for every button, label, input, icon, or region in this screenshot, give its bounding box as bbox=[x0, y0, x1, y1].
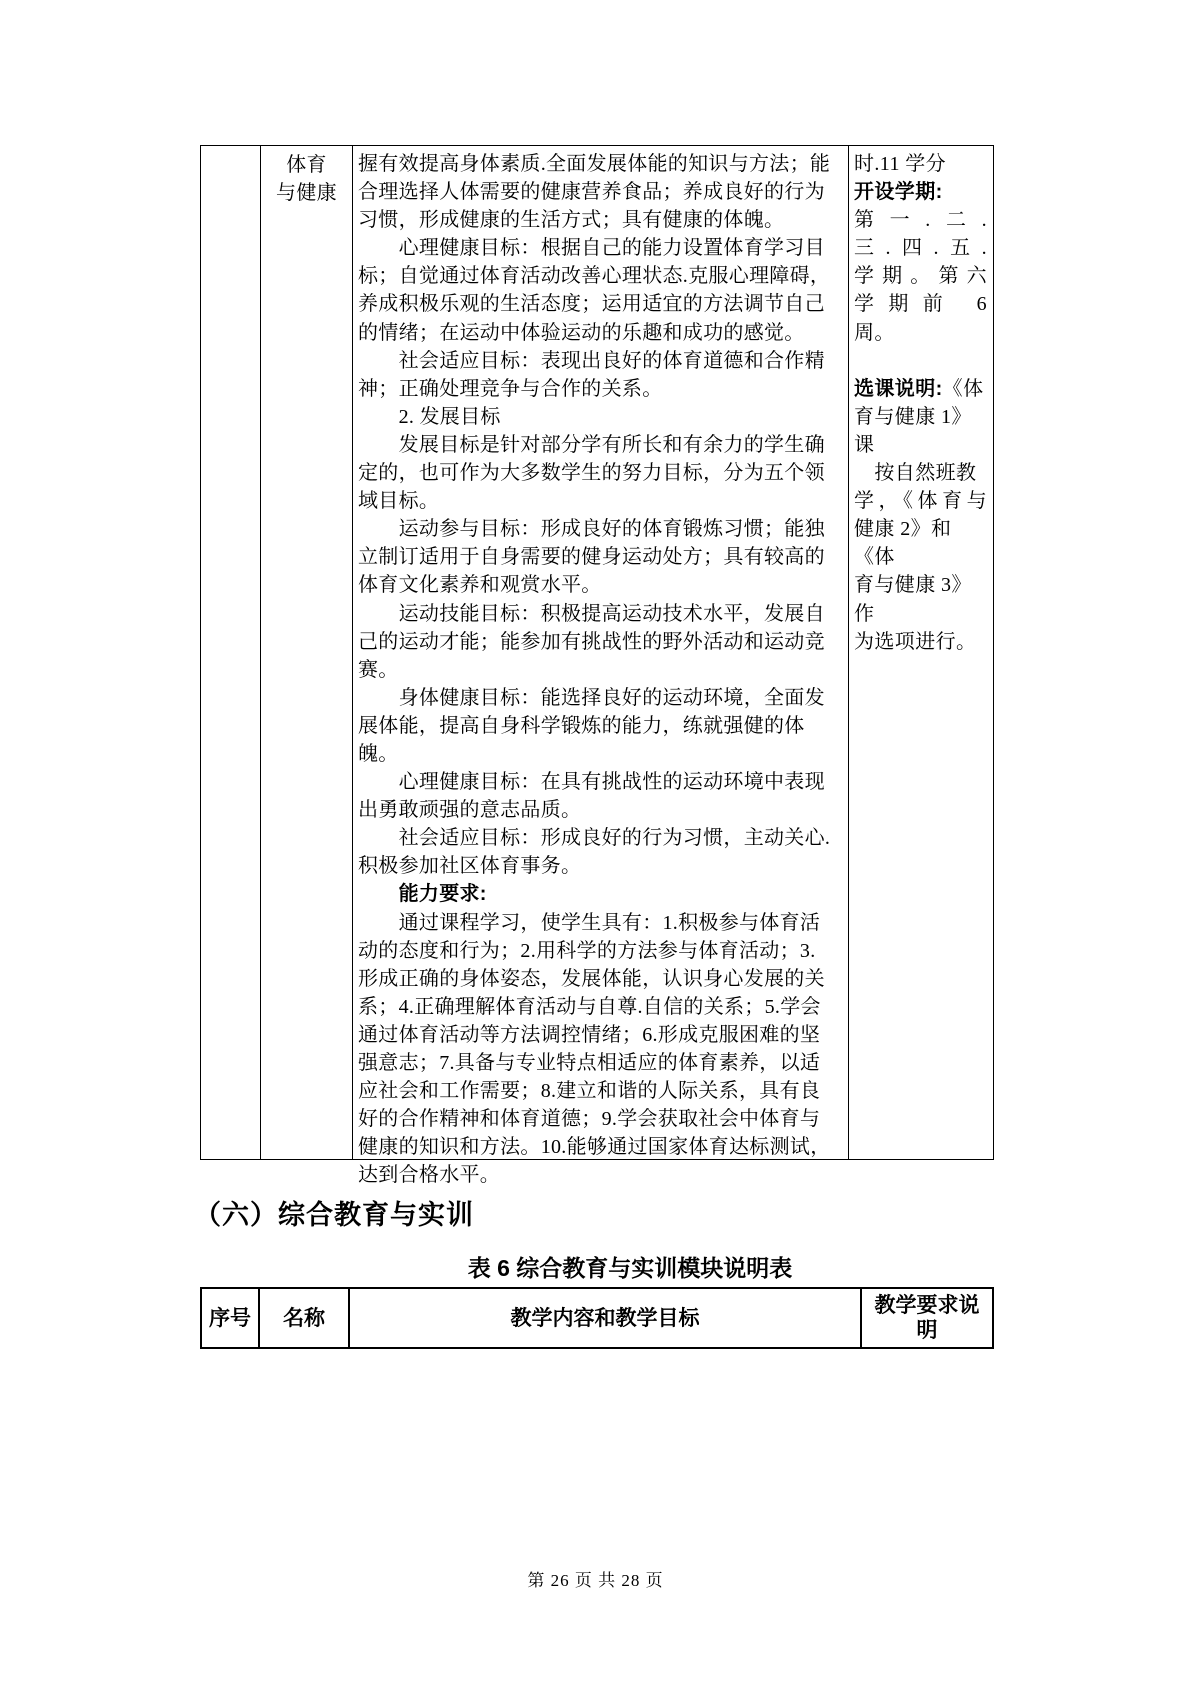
text-line: 学，《体育与 bbox=[854, 490, 987, 513]
text-line: 按自然班教 bbox=[854, 462, 977, 485]
text-line: 身体健康目标：能选择良好的运动环境，全面发 bbox=[358, 686, 825, 709]
text-line: 习惯，形成健康的生活方式；具有健康的体魄。 bbox=[358, 209, 785, 232]
text-line: 立制订适用于自身需要的健身运动处方；具有较高的 bbox=[358, 546, 825, 569]
upper-table-requirements-cell bbox=[849, 146, 991, 1159]
text-line: 养成积极乐观的生活态度；运用适宜的方法调节自己 bbox=[358, 293, 825, 316]
text-line: 达到合格水平。 bbox=[358, 1164, 501, 1187]
text-line: 2. 发展目标 bbox=[358, 405, 501, 428]
text-line: 开设学期: bbox=[854, 181, 943, 204]
text-line: 发展目标是针对部分学有所长和有余力的学生确 bbox=[358, 433, 825, 456]
text-line: 系；4.正确理解体育活动与自尊.自信的关系；5.学会 bbox=[358, 995, 821, 1018]
text-line: 展体能，提高自身科学锻炼的能力，练就强健的体魄。 bbox=[358, 714, 805, 765]
text-line: 社会适应目标：表现出良好的体育道德和合作精 bbox=[358, 349, 825, 372]
text-line: 积极参加社区体育事务。 bbox=[358, 855, 582, 878]
text-line: 赛。 bbox=[358, 658, 399, 681]
text-line: 出勇敢顽强的意志品质。 bbox=[358, 799, 582, 822]
text-line: 的情绪；在运动中体验运动的乐趣和成功的感觉。 bbox=[358, 321, 805, 344]
text-line: 健康 2》和《体 bbox=[854, 518, 952, 569]
text-line: 与健康 bbox=[276, 182, 337, 205]
lower-table-header-index: 序号 bbox=[202, 1289, 260, 1347]
table-caption: 表 6 综合教育与实训模块说明表 bbox=[467, 1255, 793, 1281]
upper-table bbox=[200, 145, 994, 1187]
text-line: 育与健康 3》作 bbox=[854, 574, 972, 625]
text-line: 神；正确处理竞争与合作的关系。 bbox=[358, 377, 663, 400]
text-line: 形成正确的身体姿态，发展体能，认识身心发展的关 bbox=[358, 967, 825, 990]
text-line: 己的运动才能；能参加有挑战性的野外活动和运动竞 bbox=[358, 630, 825, 653]
text-line: 好的合作精神和体育道德；9.学会获取社会中体育与 bbox=[358, 1108, 821, 1131]
lower-table bbox=[200, 1287, 994, 1349]
lower-table-header-name: 名称 bbox=[260, 1289, 350, 1347]
text-line: 第一.二. bbox=[854, 209, 987, 232]
upper-table-content-cell bbox=[353, 146, 849, 1187]
text-line: 三.四.五. bbox=[854, 237, 987, 260]
text-line: 心理健康目标：根据自己的能力设置体育学习目 bbox=[358, 237, 825, 260]
upper-table-course-name-cell bbox=[261, 146, 353, 1159]
text-line: 运动参与目标：形成良好的体育锻炼习惯；能独 bbox=[358, 518, 825, 541]
text-line: 周。 bbox=[854, 321, 895, 344]
text-line: 通过课程学习，使学生具有：1.积极参与体育活 bbox=[358, 911, 821, 934]
text-line: 运动技能目标：积极提高运动技术水平，发展自 bbox=[358, 602, 825, 625]
text-line: 体育文化素养和观赏水平。 bbox=[358, 574, 602, 597]
text-line: 时.11 学分 bbox=[854, 153, 947, 175]
text-line: 为选项进行。 bbox=[854, 630, 977, 653]
lower-table-header-requirements: 教学要求说明 bbox=[874, 1294, 980, 1342]
text-line: 学期。第六 bbox=[854, 265, 987, 288]
text-line: 选课说明:《体 bbox=[854, 377, 984, 400]
text-line: 域目标。 bbox=[358, 490, 440, 513]
text-line: 动的态度和行为；2.用科学的方法参与体育活动；3. bbox=[358, 939, 816, 962]
text-line: 定的，也可作为大多数学生的努力目标，分为五个领 bbox=[358, 462, 825, 485]
text-line: 健康的知识和方法。10.能够通过国家体育达标测试， bbox=[358, 1136, 831, 1159]
text-line: 强意志；7.具备与专业特点相适应的体育素养，以适 bbox=[358, 1052, 821, 1074]
lower-table-header-content: 教学内容和教学目标 bbox=[350, 1289, 862, 1347]
text-line: 心理健康目标：在具有挑战性的运动环境中表现 bbox=[358, 771, 825, 794]
text-line: 合理选择人体需要的健康营养食品；养成良好的行为 bbox=[358, 181, 825, 204]
text-line: 握有效提高身体素质.全面发展体能的知识与方法；能 bbox=[358, 153, 831, 175]
text-line: 通过体育活动等方法调控情绪；6.形成克服困难的坚 bbox=[358, 1023, 821, 1046]
text-line: 社会适应目标：形成良好的行为习惯，主动关心. bbox=[358, 827, 831, 850]
text-line: 标；自觉通过体育活动改善心理状态.克服心理障碍， bbox=[358, 265, 831, 288]
text-line bbox=[854, 347, 987, 375]
text-line: 能力要求: bbox=[358, 883, 487, 906]
text-line: 学期前 6 bbox=[854, 293, 987, 316]
text-line: 体育 bbox=[286, 154, 327, 176]
page-footer: 第 26 页 共 28 页 bbox=[527, 1571, 664, 1590]
text-line: 育与健康 1》课 bbox=[854, 405, 972, 456]
upper-table-index-cell-empty bbox=[201, 146, 261, 1159]
section-heading: （六）综合教育与实训 bbox=[194, 1200, 474, 1230]
text-line: 应社会和工作需要；8.建立和谐的人际关系，具有良 bbox=[358, 1080, 821, 1103]
